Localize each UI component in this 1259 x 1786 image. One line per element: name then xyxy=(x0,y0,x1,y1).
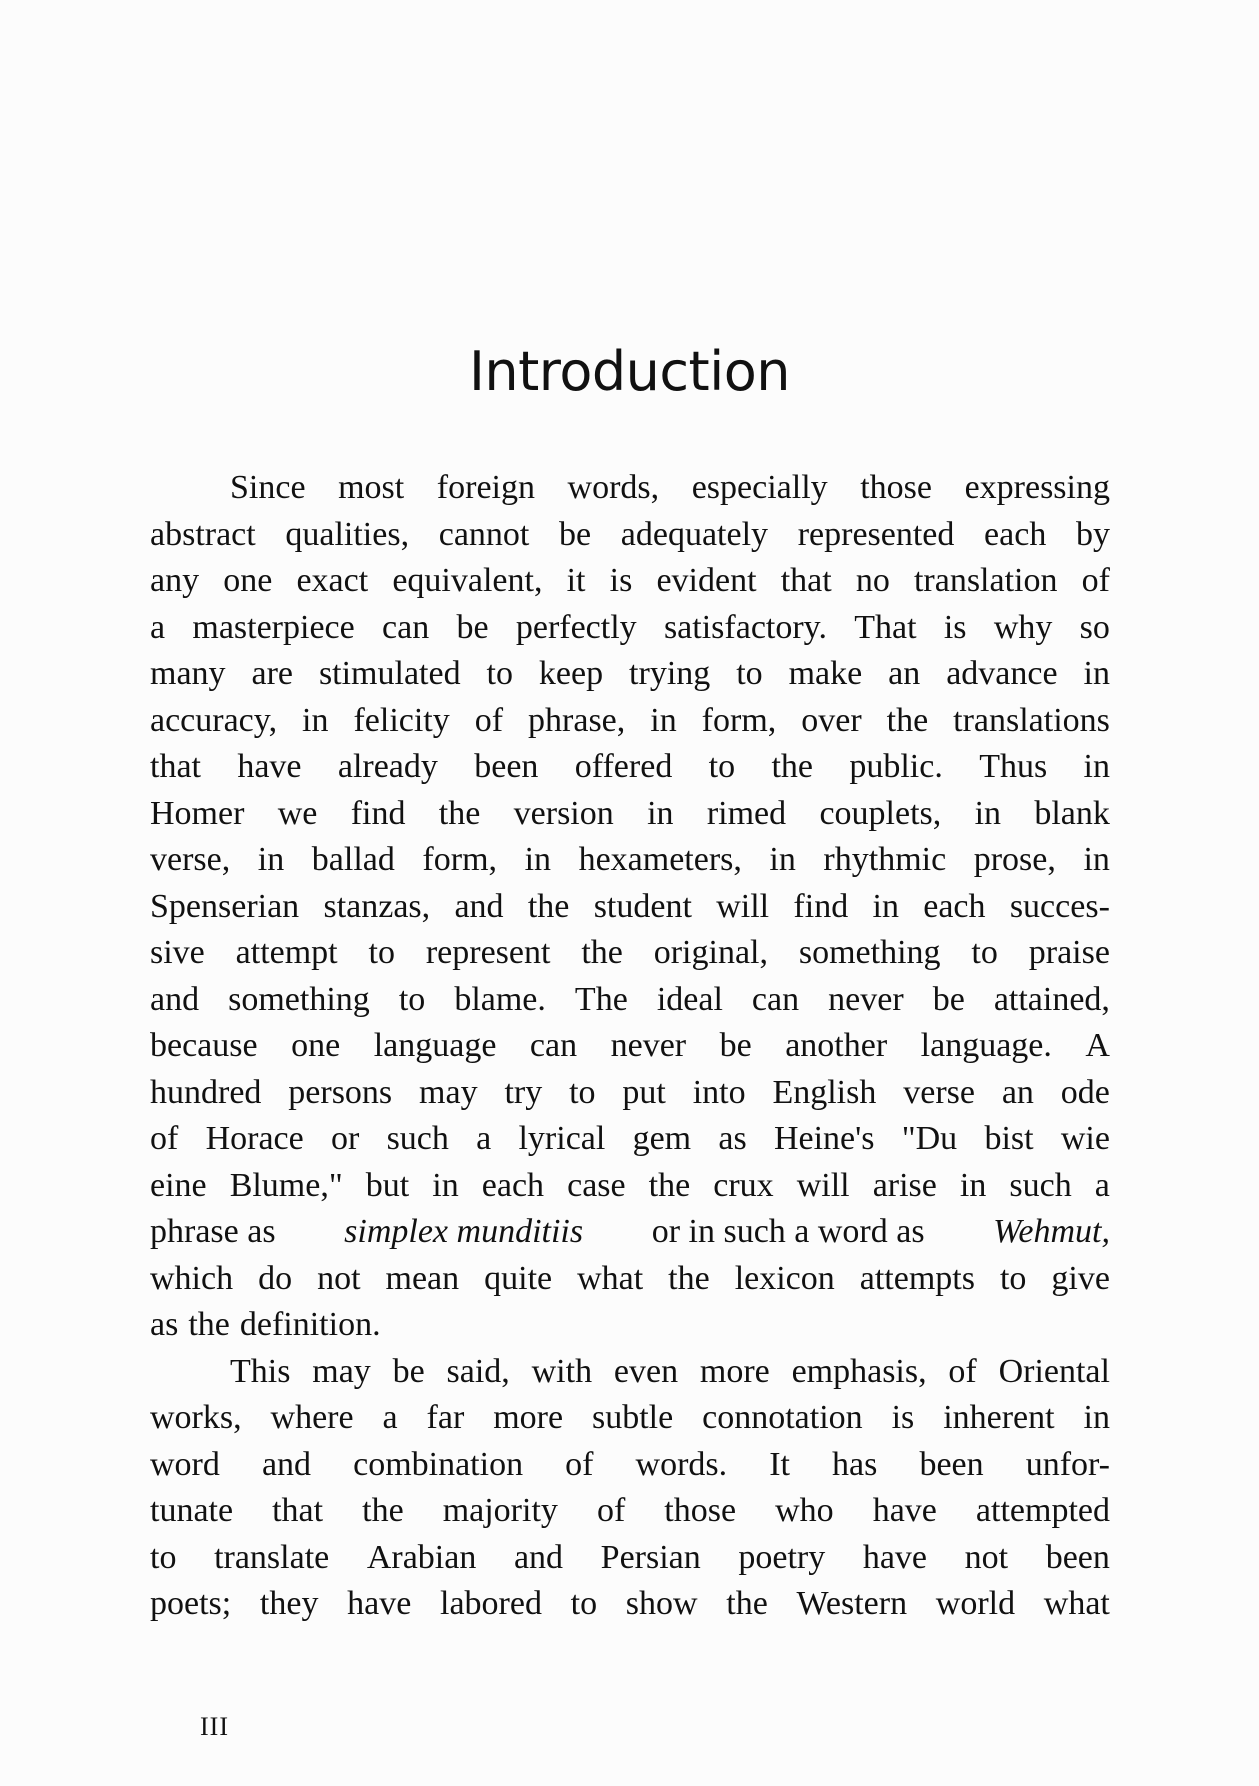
text-line xyxy=(150,1488,1110,1535)
word: prose, xyxy=(973,841,1056,878)
word: can xyxy=(751,980,800,1018)
word: mean xyxy=(385,1259,460,1297)
page-number: III xyxy=(200,1712,229,1741)
word: of xyxy=(596,1492,626,1529)
word: especially xyxy=(691,469,828,506)
word: be xyxy=(932,980,965,1018)
word: masterpiece xyxy=(192,608,355,646)
word: succes- xyxy=(1009,887,1110,925)
word: Persian xyxy=(600,1538,701,1576)
word: be xyxy=(559,515,592,553)
word: have xyxy=(237,748,302,785)
word: arise xyxy=(872,1166,937,1204)
word: definition. xyxy=(239,1306,381,1343)
word: to xyxy=(570,1585,598,1622)
word: the xyxy=(648,1166,691,1204)
word: blank xyxy=(1034,794,1110,832)
word: may xyxy=(419,1073,478,1111)
word: something xyxy=(798,934,941,971)
word: those xyxy=(664,1492,737,1529)
word: show xyxy=(625,1585,698,1622)
word: will xyxy=(796,1166,850,1204)
text-line xyxy=(150,1581,1110,1628)
word: give xyxy=(1051,1259,1110,1297)
word: any xyxy=(150,562,200,599)
text-line xyxy=(150,1395,1110,1442)
word: to xyxy=(971,934,998,971)
text-line xyxy=(150,1256,1110,1303)
word: of xyxy=(948,1352,977,1390)
word: one xyxy=(223,562,273,599)
word: verse xyxy=(903,1073,975,1111)
word: and xyxy=(261,1445,312,1483)
word: of xyxy=(474,701,504,739)
word: already xyxy=(337,748,438,785)
word: said, xyxy=(446,1352,510,1390)
word: adequately xyxy=(620,515,769,553)
word: a xyxy=(476,1120,492,1157)
word: in xyxy=(769,841,796,878)
word: in xyxy=(1083,748,1110,785)
word: version xyxy=(513,794,614,832)
word: it xyxy=(566,562,586,599)
word: Horace xyxy=(205,1120,304,1157)
word: lyrical xyxy=(518,1120,606,1157)
text-line xyxy=(150,1023,1110,1070)
text-line xyxy=(150,698,1110,745)
word: word xyxy=(150,1445,220,1483)
word: as xyxy=(150,1306,179,1343)
word: that xyxy=(780,562,832,599)
word: in xyxy=(647,794,674,832)
text-line xyxy=(150,605,1110,652)
word: Arabian xyxy=(366,1538,477,1576)
word: a xyxy=(1094,1166,1110,1204)
word: into xyxy=(692,1073,746,1111)
word: translation xyxy=(913,562,1058,599)
word: in xyxy=(524,841,552,878)
word: in xyxy=(257,841,285,878)
word: another xyxy=(785,1027,888,1064)
word: to xyxy=(736,655,763,692)
word: with xyxy=(531,1352,593,1390)
word: have xyxy=(862,1538,928,1576)
word: but xyxy=(365,1166,410,1204)
word: evident xyxy=(656,562,757,599)
body-text xyxy=(150,465,1110,1628)
word: each xyxy=(481,1166,545,1204)
word: works, xyxy=(150,1399,242,1436)
word: never xyxy=(610,1027,687,1064)
word: to xyxy=(708,748,736,785)
word: A xyxy=(1085,1027,1110,1064)
word: what xyxy=(577,1259,644,1297)
word: been xyxy=(474,748,539,785)
word: Oriental xyxy=(998,1352,1110,1390)
text-line xyxy=(150,837,1110,884)
word: subtle xyxy=(591,1399,674,1436)
word: who xyxy=(775,1492,834,1529)
word: because xyxy=(150,1027,258,1064)
word: form, xyxy=(422,841,498,878)
word: to xyxy=(486,655,513,692)
text-segment: or in such a word as xyxy=(651,1213,925,1250)
word: expressing xyxy=(964,469,1110,506)
word: is xyxy=(891,1399,915,1436)
word: many xyxy=(150,655,226,692)
word: be xyxy=(456,608,489,646)
word: attempted xyxy=(975,1492,1110,1529)
text-line xyxy=(150,1535,1110,1582)
word: such xyxy=(386,1120,449,1157)
word: to xyxy=(150,1538,177,1576)
word: emphasis, xyxy=(791,1352,927,1390)
word: sive xyxy=(150,934,205,971)
text-segment: phrase as xyxy=(150,1213,276,1250)
word: a xyxy=(382,1399,398,1436)
word: That xyxy=(854,608,917,646)
word: is xyxy=(609,562,633,599)
word: why xyxy=(993,608,1053,646)
word: ideal xyxy=(656,980,723,1018)
word: in xyxy=(432,1166,459,1204)
word: world xyxy=(935,1585,1016,1622)
word: language xyxy=(373,1027,497,1064)
text-line xyxy=(150,512,1110,559)
word: majority xyxy=(442,1492,558,1529)
italic-word: Wehmut, xyxy=(993,1213,1110,1250)
word: qualities, xyxy=(285,515,410,553)
text-line xyxy=(150,1349,1110,1396)
word: translate xyxy=(214,1538,330,1576)
word: combination xyxy=(353,1445,524,1483)
word: ode xyxy=(1060,1073,1110,1111)
word: of xyxy=(565,1445,594,1483)
word: the xyxy=(527,887,570,925)
word: have xyxy=(872,1492,937,1529)
word: to xyxy=(999,1259,1027,1297)
word: attempt xyxy=(235,934,338,971)
word: "Du xyxy=(901,1120,958,1157)
word: crux xyxy=(713,1166,774,1204)
word: wie xyxy=(1060,1120,1110,1157)
word: that xyxy=(150,748,201,785)
word: quite xyxy=(484,1259,553,1297)
word: an xyxy=(1001,1073,1034,1111)
word: Thus xyxy=(979,748,1048,785)
word: where xyxy=(270,1399,354,1436)
word: cannot xyxy=(438,515,530,553)
word: find xyxy=(350,794,406,832)
word: Western xyxy=(796,1585,908,1622)
word: bist xyxy=(984,1120,1034,1157)
word: they xyxy=(259,1585,319,1622)
word: something xyxy=(228,980,370,1018)
word: in xyxy=(1083,655,1110,692)
text-line xyxy=(150,651,1110,698)
word: persons xyxy=(288,1073,393,1111)
word: so xyxy=(1079,608,1110,646)
italic-phrase: simplex munditiis xyxy=(344,1213,584,1250)
word: poetry xyxy=(738,1538,826,1576)
word: original, xyxy=(653,934,768,971)
word: the xyxy=(726,1585,768,1622)
word: in xyxy=(872,887,899,925)
page-title: Introduction xyxy=(468,340,790,403)
word: an xyxy=(888,655,921,692)
word: far xyxy=(426,1399,465,1436)
word: is xyxy=(943,608,967,646)
word: as xyxy=(718,1120,747,1157)
word: those xyxy=(860,469,932,506)
word: exact xyxy=(296,562,369,599)
word: more xyxy=(699,1352,770,1390)
word: no xyxy=(855,562,890,599)
word: over xyxy=(801,701,862,739)
word: verse, xyxy=(150,841,231,878)
word: one xyxy=(291,1027,341,1064)
text-line xyxy=(150,930,1110,977)
word: or xyxy=(330,1120,360,1157)
word: language. xyxy=(920,1027,1052,1064)
text-line xyxy=(150,465,1110,512)
word: abstract xyxy=(150,515,256,553)
word: words, xyxy=(567,469,660,506)
word: to xyxy=(569,1073,596,1111)
word: hexameters, xyxy=(578,841,742,878)
word: words. xyxy=(635,1445,728,1483)
word: Spenserian xyxy=(150,887,300,925)
word: the xyxy=(886,701,929,739)
word: what xyxy=(1043,1585,1110,1622)
word: attempts xyxy=(859,1259,975,1297)
word: that xyxy=(272,1492,324,1529)
word: not xyxy=(317,1259,361,1297)
text-line xyxy=(150,884,1110,931)
word: keep xyxy=(538,655,604,692)
word: stanzas, xyxy=(323,887,431,925)
text-line xyxy=(150,977,1110,1024)
word: can xyxy=(529,1027,578,1064)
word: foreign xyxy=(436,469,535,506)
word: have xyxy=(347,1585,412,1622)
word: each xyxy=(923,887,986,925)
word: the xyxy=(668,1259,710,1297)
word: eine xyxy=(150,1166,207,1204)
word: in xyxy=(974,794,1002,832)
word: translations xyxy=(953,701,1110,739)
word: offered xyxy=(574,748,673,785)
word: public. xyxy=(849,748,943,785)
word: student xyxy=(593,887,692,925)
word: English xyxy=(772,1073,877,1111)
word: and xyxy=(513,1538,564,1576)
word: to xyxy=(368,934,395,971)
word: praise xyxy=(1028,934,1110,971)
word: Since xyxy=(230,469,306,506)
word: hundred xyxy=(150,1073,262,1111)
word: do xyxy=(258,1259,293,1297)
text-line xyxy=(150,558,1110,605)
word: tunate xyxy=(150,1492,234,1529)
word: ballad xyxy=(311,841,395,878)
word: in xyxy=(302,701,329,739)
word: unfor- xyxy=(1025,1445,1110,1483)
word: been xyxy=(1045,1538,1110,1576)
word: of xyxy=(150,1120,179,1157)
word: connotation xyxy=(702,1399,863,1436)
word: more xyxy=(493,1399,564,1436)
word: case xyxy=(567,1166,626,1204)
word: perfectly xyxy=(515,608,637,646)
word: the xyxy=(438,794,481,832)
word: by xyxy=(1075,515,1110,553)
word: Homer xyxy=(150,794,245,832)
word: not xyxy=(964,1538,1009,1576)
word: blame. xyxy=(454,980,546,1018)
word: satisfactory. xyxy=(663,608,827,646)
word: can xyxy=(382,608,430,646)
word: couplets, xyxy=(819,794,942,832)
text-line xyxy=(150,744,1110,791)
word: Blume," xyxy=(229,1166,343,1204)
word: been xyxy=(919,1445,984,1483)
word: represented xyxy=(797,515,955,553)
word: advance xyxy=(946,655,1058,692)
word: which xyxy=(150,1259,234,1297)
word: of xyxy=(1081,562,1110,599)
text-line xyxy=(150,1442,1110,1489)
word: the xyxy=(771,748,814,785)
word: be xyxy=(719,1027,752,1064)
text-line xyxy=(150,1116,1110,1163)
word: such xyxy=(1009,1166,1072,1204)
word: rhythmic xyxy=(823,841,947,878)
word: each xyxy=(984,515,1047,553)
word: in xyxy=(1083,841,1110,878)
word: a xyxy=(150,608,166,646)
word: labored xyxy=(440,1585,542,1622)
word: rimed xyxy=(706,794,787,832)
word: equivalent, xyxy=(392,562,543,599)
word: accuracy, xyxy=(150,701,278,739)
word: form, xyxy=(701,701,777,739)
word: felicity xyxy=(353,701,450,739)
text-line-mixed xyxy=(150,1209,1110,1256)
word: to xyxy=(398,980,426,1018)
word: be xyxy=(392,1352,425,1390)
word: are xyxy=(251,655,293,692)
word: trying xyxy=(629,655,711,692)
word: lexicon xyxy=(734,1259,835,1297)
word: It xyxy=(769,1445,790,1483)
word: in xyxy=(1083,1399,1110,1436)
word: This xyxy=(230,1352,291,1390)
word: never xyxy=(828,980,904,1018)
word: the xyxy=(362,1492,404,1529)
word: find xyxy=(793,887,849,925)
text-line xyxy=(150,1070,1110,1117)
word: Heine's xyxy=(773,1120,875,1157)
word: most xyxy=(338,469,405,506)
word: phrase, xyxy=(528,701,626,739)
word: in xyxy=(959,1166,987,1204)
word: the xyxy=(188,1306,230,1343)
text-line xyxy=(150,791,1110,838)
word: The xyxy=(574,980,628,1018)
text-line xyxy=(150,1302,1110,1349)
text-line xyxy=(150,1163,1110,1210)
word: try xyxy=(504,1073,543,1111)
word: has xyxy=(832,1445,878,1483)
word: in xyxy=(650,701,677,739)
word: poets; xyxy=(150,1585,232,1622)
word: we xyxy=(277,794,318,832)
word: gem xyxy=(632,1120,692,1157)
word: put xyxy=(622,1073,666,1111)
word: and xyxy=(150,980,200,1018)
word: stimulated xyxy=(318,655,461,692)
word: the xyxy=(581,934,623,971)
word: even xyxy=(613,1352,679,1390)
word: inherent xyxy=(943,1399,1055,1436)
word: make xyxy=(788,655,863,692)
word: attained, xyxy=(993,980,1110,1018)
word: may xyxy=(312,1352,371,1390)
word: will xyxy=(716,887,770,925)
word: and xyxy=(454,887,504,925)
word: represent xyxy=(425,934,551,971)
